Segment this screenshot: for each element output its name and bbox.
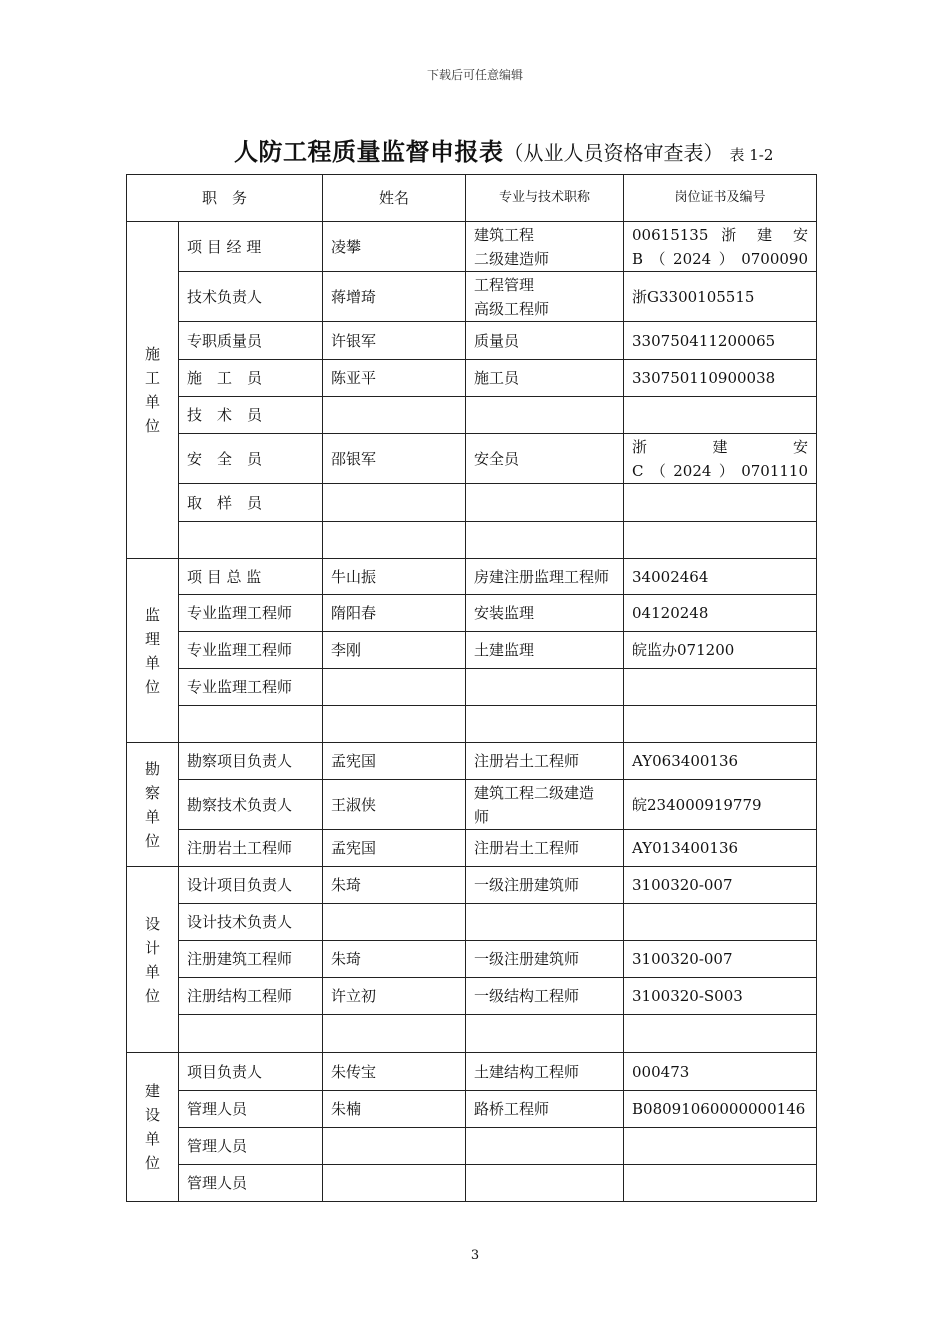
unit-char: 单 xyxy=(144,807,160,826)
cell-cert: AY013400136 xyxy=(624,830,817,867)
cell-role xyxy=(179,706,323,743)
table-row xyxy=(127,595,817,632)
table-row xyxy=(127,743,817,780)
cell-cert: 330750411200065 xyxy=(624,322,817,360)
table-row xyxy=(127,706,817,743)
cell-name xyxy=(323,904,466,941)
cell-cert: 000473 xyxy=(624,1053,817,1091)
cell-name: 孟宪国 xyxy=(323,743,466,780)
cell-name: 许立初 xyxy=(323,978,466,1015)
cell-major: 一级注册建筑师 xyxy=(466,941,624,978)
unit-label xyxy=(127,222,179,559)
cell-major: 安装监理 xyxy=(466,595,624,632)
table-row xyxy=(127,632,817,669)
table-row xyxy=(127,830,817,867)
unit-char: 施 xyxy=(144,345,160,363)
cell-role xyxy=(179,1015,323,1053)
cell-major: 土建监理 xyxy=(466,632,624,669)
unit-char: 单 xyxy=(144,962,160,981)
cell-major: 注册岩土工程师 xyxy=(466,830,624,867)
table-row xyxy=(127,360,817,397)
cell-cert: 皖监办071200 xyxy=(624,632,817,669)
cell-role: 项目负责人 xyxy=(179,1053,323,1091)
cell-cert xyxy=(624,522,817,559)
cell-major: 安全员 xyxy=(466,434,624,484)
unit-char: 单 xyxy=(144,653,160,672)
cell-major: 施工员 xyxy=(466,360,624,397)
cell-name: 邵银军 xyxy=(323,434,466,484)
unit-char: 工 xyxy=(144,369,160,387)
cell-major: 质量员 xyxy=(466,322,624,360)
cell-name: 孟宪国 xyxy=(323,830,466,867)
cell-cert xyxy=(624,669,817,706)
cell-major: 工程管理 高级工程师 xyxy=(466,272,624,322)
unit-char: 单 xyxy=(144,1130,160,1148)
cell-role: 设计技术负责人 xyxy=(179,904,323,941)
table-row xyxy=(127,978,817,1015)
cell-name xyxy=(323,484,466,522)
table-number: 表 1-2 xyxy=(729,146,774,164)
unit-char: 计 xyxy=(144,938,160,957)
table-row xyxy=(127,272,817,322)
cell-major: 路桥工程师 xyxy=(466,1091,624,1128)
cell-role: 管理人员 xyxy=(179,1091,323,1128)
cell-cert xyxy=(624,1165,817,1202)
cell-role: 专业监理工程师 xyxy=(179,632,323,669)
cell-role: 施 工 员 xyxy=(179,360,323,397)
cell-role: 注册岩土工程师 xyxy=(179,830,323,867)
cell-role: 项 目 总 监 xyxy=(179,559,323,595)
unit-char: 监 xyxy=(144,605,160,624)
cell-role: 勘察项目负责人 xyxy=(179,743,323,780)
cell-cert: 3100320-S003 xyxy=(624,978,817,1015)
unit-label xyxy=(127,559,179,743)
table-row xyxy=(127,1053,817,1091)
cell-major xyxy=(466,484,624,522)
page-number: 3 xyxy=(470,1248,480,1263)
cell-major: 注册岩土工程师 xyxy=(466,743,624,780)
cell-role: 设计项目负责人 xyxy=(179,867,323,904)
unit-char: 位 xyxy=(144,986,160,1005)
cell-name: 朱楠 xyxy=(323,1091,466,1128)
cell-major: 建筑工程 二级建造师 xyxy=(466,222,624,272)
cell-role: 安 全 员 xyxy=(179,434,323,484)
cell-name: 隋阳春 xyxy=(323,595,466,632)
cell-name: 李刚 xyxy=(323,632,466,669)
header-role: 职 务 xyxy=(127,175,323,222)
cell-role: 专职质量员 xyxy=(179,322,323,360)
unit-label xyxy=(127,743,179,867)
header-major: 专业与技术职称 xyxy=(466,175,624,222)
cell-role: 取 样 员 xyxy=(179,484,323,522)
cell-role: 注册结构工程师 xyxy=(179,978,323,1015)
cell-major xyxy=(466,904,624,941)
cell-name: 朱琦 xyxy=(323,941,466,978)
table-row xyxy=(127,1091,817,1128)
cell-major xyxy=(466,1128,624,1165)
cell-cert: 皖234000919779 xyxy=(624,780,817,830)
cell-cert xyxy=(624,397,817,434)
table-row xyxy=(127,867,817,904)
table-header-row xyxy=(127,175,817,222)
cell-name: 蒋增琦 xyxy=(323,272,466,322)
form-title xyxy=(234,132,773,167)
cell-cert: B08091060000000146 xyxy=(624,1091,817,1128)
table-row xyxy=(127,904,817,941)
cell-major xyxy=(466,397,624,434)
table-row xyxy=(127,322,817,360)
table-row xyxy=(127,222,817,272)
form-title-sub: （从业人员资格审查表） xyxy=(503,141,724,165)
cell-cert: 00615135 浙 建 安 B（2024）0700090 xyxy=(624,222,817,272)
cell-name: 许银军 xyxy=(323,322,466,360)
cell-name xyxy=(323,1015,466,1053)
unit-char: 位 xyxy=(144,831,160,850)
unit-char: 勘 xyxy=(144,759,160,778)
cell-major xyxy=(466,522,624,559)
unit-char: 建 xyxy=(144,1082,160,1100)
form-title-main: 人防工程质量监督申报表 xyxy=(234,137,504,166)
header-cert: 岗位证书及编号 xyxy=(624,175,817,222)
cell-major xyxy=(466,669,624,706)
unit-char: 位 xyxy=(144,677,160,696)
cell-cert: 3100320-007 xyxy=(624,867,817,904)
cell-cert xyxy=(624,1015,817,1053)
top-note: 下载后可任意编辑 xyxy=(426,68,523,82)
cell-cert xyxy=(624,904,817,941)
cell-name: 朱琦 xyxy=(323,867,466,904)
table-row xyxy=(127,1015,817,1053)
table-row xyxy=(127,669,817,706)
unit-char: 理 xyxy=(144,629,160,648)
table-row xyxy=(127,1165,817,1202)
table-row xyxy=(127,780,817,830)
cell-name: 凌攀 xyxy=(323,222,466,272)
cell-name xyxy=(323,522,466,559)
cell-major xyxy=(466,1015,624,1053)
cell-name xyxy=(323,1128,466,1165)
cell-cert: 330750110900038 xyxy=(624,360,817,397)
cell-role: 勘察技术负责人 xyxy=(179,780,323,830)
cell-cert xyxy=(624,1128,817,1165)
header-name: 姓名 xyxy=(323,175,466,222)
table-row xyxy=(127,1128,817,1165)
cell-role: 技 术 员 xyxy=(179,397,323,434)
cell-role: 管理人员 xyxy=(179,1165,323,1202)
cell-cert: 34002464 xyxy=(624,559,817,595)
cell-cert: 04120248 xyxy=(624,595,817,632)
unit-char: 察 xyxy=(144,783,160,802)
cell-name xyxy=(323,706,466,743)
cell-name: 朱传宝 xyxy=(323,1053,466,1091)
table-row xyxy=(127,941,817,978)
unit-char: 位 xyxy=(144,417,160,435)
cell-name: 陈亚平 xyxy=(323,360,466,397)
cell-cert: AY063400136 xyxy=(624,743,817,780)
cell-name: 牛山振 xyxy=(323,559,466,595)
cell-role: 技术负责人 xyxy=(179,272,323,322)
cell-role xyxy=(179,522,323,559)
unit-char: 设 xyxy=(144,1106,160,1124)
cell-name: 王淑侠 xyxy=(323,780,466,830)
cell-cert: 浙G3300105515 xyxy=(624,272,817,322)
cell-role: 专业监理工程师 xyxy=(179,595,323,632)
cell-cert: 3100320-007 xyxy=(624,941,817,978)
table-row xyxy=(127,397,817,434)
unit-label xyxy=(127,1053,179,1202)
cell-cert xyxy=(624,484,817,522)
cell-role: 项 目 经 理 xyxy=(179,222,323,272)
unit-label xyxy=(127,867,179,1053)
cell-major: 房建注册监理工程师 xyxy=(466,559,624,595)
cell-major: 土建结构工程师 xyxy=(466,1053,624,1091)
cell-name xyxy=(323,669,466,706)
cell-major: 一级结构工程师 xyxy=(466,978,624,1015)
table-row xyxy=(127,484,817,522)
cell-role: 专业监理工程师 xyxy=(179,669,323,706)
cell-cert xyxy=(624,706,817,743)
cell-major xyxy=(466,1165,624,1202)
cell-name xyxy=(323,1165,466,1202)
unit-char: 设 xyxy=(144,914,160,933)
cell-role: 管理人员 xyxy=(179,1128,323,1165)
table-row xyxy=(127,434,817,484)
cell-major: 建筑工程二级建造 师 xyxy=(466,780,624,830)
cell-role: 注册建筑工程师 xyxy=(179,941,323,978)
cell-major xyxy=(466,706,624,743)
table-row xyxy=(127,522,817,559)
cell-major: 一级注册建筑师 xyxy=(466,867,624,904)
cell-name xyxy=(323,397,466,434)
table-row xyxy=(127,559,817,595)
unit-char: 单 xyxy=(144,393,160,411)
cell-cert: 浙 建 安 C（2024）0701110 xyxy=(624,434,817,484)
qualification-table xyxy=(126,174,817,1202)
unit-char: 位 xyxy=(144,1154,160,1172)
